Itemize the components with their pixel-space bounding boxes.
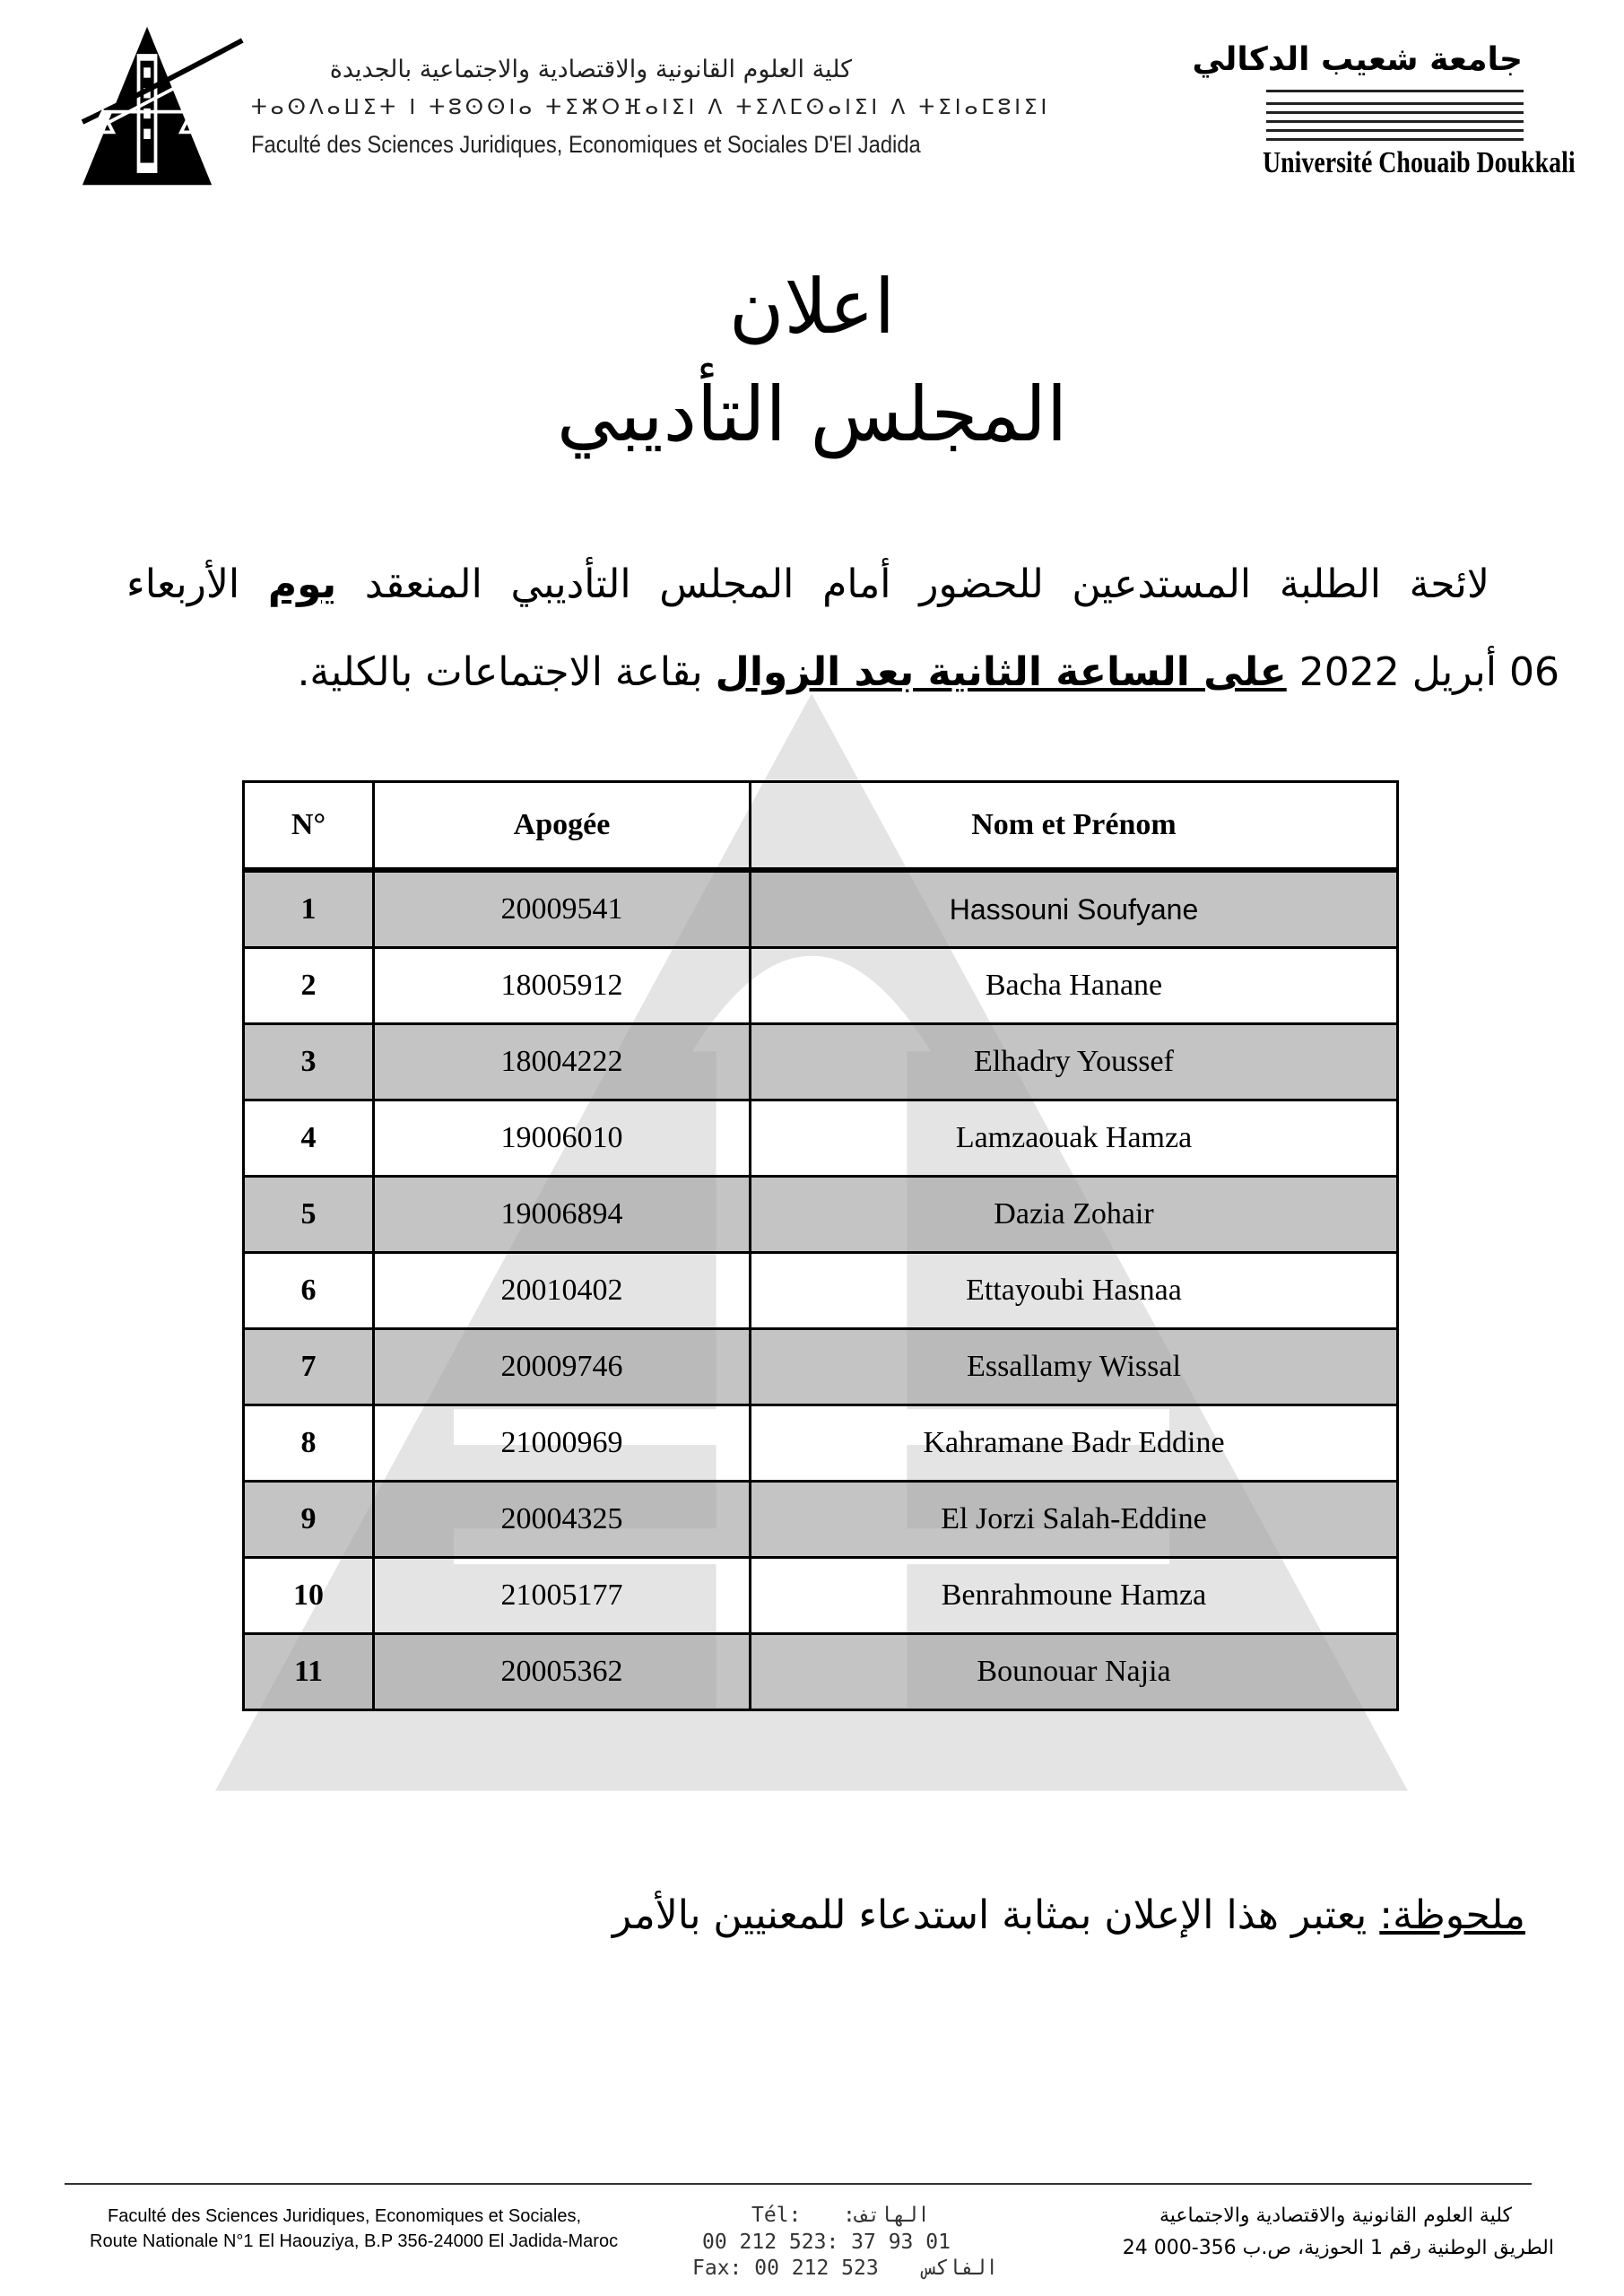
cell-apogee: 19006894 [374, 1177, 751, 1253]
cell-apogee: 21000969 [374, 1405, 751, 1482]
col-header-number: N° [244, 782, 374, 871]
faculty-logo [79, 23, 249, 188]
faculty-name-tifinagh: ⵜⴰⵙⴷⴰⵡⵉⵜ ⵏ ⵜⵓⵙⵙⵏⴰ ⵜⵉⵣⵔⴼⴰⵏⵉⵏ ⴷ ⵜⵉⴷⵎⵙⴰⵏⵉⵏ ⴷ ⵜⵉⵏⴰⵎⵓⵏⵉⵏ [251, 96, 1051, 119]
cell-apogee: 20005362 [374, 1634, 751, 1710]
note [612, 1892, 1525, 1938]
table-row [244, 1329, 1398, 1405]
cell-number: 7 [244, 1329, 374, 1405]
university-rule [1266, 90, 1524, 92]
cell-name: Dazia Zohair [751, 1177, 1398, 1253]
cell-name: Ettayoubi Hasnaa [751, 1253, 1398, 1329]
footer-address-ar-1: كلية العلوم القانونية والاقتصادية والاجتماعية [1159, 2205, 1512, 2227]
footer-phone: 00 212 523: 37 93 01 [702, 2231, 951, 2254]
cell-number: 8 [244, 1405, 374, 1482]
announcement-subtitle: المجلس التأديبي [556, 370, 1068, 458]
note-text: يعتبر هذا الإعلان بمثابة استدعاء للمعنيين بالأمر [612, 1892, 1380, 1938]
intro-line-2 [297, 649, 1559, 695]
cell-apogee: 20009746 [374, 1329, 751, 1405]
cell-name: Bacha Hanane [751, 948, 1398, 1024]
note-label: ملحوظة: [1379, 1892, 1525, 1938]
university-name-arabic: جامعة شعيب الدكالي [1192, 41, 1523, 78]
table-row [244, 1177, 1398, 1253]
cell-name: Essallamy Wissal [751, 1329, 1398, 1405]
table-row [244, 1634, 1398, 1710]
cell-apogee: 21005177 [374, 1558, 751, 1634]
cell-number: 6 [244, 1253, 374, 1329]
cell-name: Lamzaouak Hamza [751, 1100, 1398, 1177]
footer-address-fr-1: Faculté des Sciences Juridiques, Economiques et Sociales, [108, 2206, 582, 2226]
table-row [244, 1558, 1398, 1634]
cell-name: Benrahmoune Hamza [751, 1558, 1398, 1634]
intro-time-emphasis: على الساعة الثانية بعد الزوال [715, 649, 1287, 695]
cell-number: 4 [244, 1100, 374, 1177]
footer-divider [65, 2183, 1532, 2185]
cell-name: Hassouni Soufyane [751, 870, 1398, 948]
students-table [242, 780, 1396, 1711]
cell-number: 11 [244, 1634, 374, 1710]
cell-number: 3 [244, 1024, 374, 1100]
table-header-row [244, 782, 1398, 871]
table-row [244, 1405, 1398, 1482]
cell-number: 9 [244, 1482, 374, 1558]
faculty-name-arabic: كلية العلوم القانونية والاقتصادية والاجتماعية بالجديدة [329, 56, 852, 83]
footer-address-ar-2: الطريق الوطنية رقم 1 الحوزية، ص.ب 356-000 24 [1122, 2237, 1554, 2259]
intro-line-1 [126, 561, 1489, 607]
table-row [244, 1482, 1398, 1558]
announcement-title: اعلان [728, 263, 896, 351]
cell-name: Elhadry Youssef [751, 1024, 1398, 1100]
cell-apogee: 20004325 [374, 1482, 751, 1558]
col-header-name: Nom et Prénom [751, 782, 1398, 871]
cell-number: 1 [244, 870, 374, 948]
footer-tel-label: Tél: [751, 2204, 802, 2227]
intro-text: الأربعاء [126, 561, 268, 607]
footer-fax: Fax: 00 212 523 [692, 2257, 879, 2280]
university-name-french: Université Chouaib Doukkali [1263, 146, 1576, 179]
cell-number: 2 [244, 948, 374, 1024]
cell-name: El Jorzi Salah-Eddine [751, 1482, 1398, 1558]
cell-apogee: 20009541 [374, 870, 751, 948]
footer-address-fr-2: Route Nationale N°1 El Haouziya, B.P 356-24000 El Jadida-Maroc [90, 2231, 619, 2251]
cell-number: 10 [244, 1558, 374, 1634]
intro-location: بقاعة الاجتماعات بالكلية. [297, 649, 716, 695]
intro-day-emphasis: يوم [267, 561, 337, 607]
cell-apogee: 20010402 [374, 1253, 751, 1329]
col-header-apogee: Apogée [374, 782, 751, 871]
cell-name: Kahramane Badr Eddine [751, 1405, 1398, 1482]
table-row [244, 948, 1398, 1024]
intro-date: 06 أبريل 2022 [1286, 649, 1559, 695]
table-row [244, 1100, 1398, 1177]
university-logo-bars [1266, 100, 1524, 142]
cell-apogee: 18005912 [374, 948, 751, 1024]
cell-apogee: 18004222 [374, 1024, 751, 1100]
faculty-name-french: Faculté des Sciences Juridiques, Economiques et Sociales D'El Jadida [251, 131, 921, 158]
cell-apogee: 19006010 [374, 1100, 751, 1177]
table-row [244, 1024, 1398, 1100]
table-row [244, 1253, 1398, 1329]
footer-tel-label-ar: الهاتف: [843, 2204, 930, 2227]
table-row [244, 870, 1398, 948]
cell-number: 5 [244, 1177, 374, 1253]
cell-name: Bounouar Najia [751, 1634, 1398, 1710]
footer-fax-label-ar: الفاكس [924, 2257, 999, 2280]
intro-text: لائحة الطلبة المستدعين للحضور أمام المجلس التأديبي المنعقد [336, 561, 1489, 607]
